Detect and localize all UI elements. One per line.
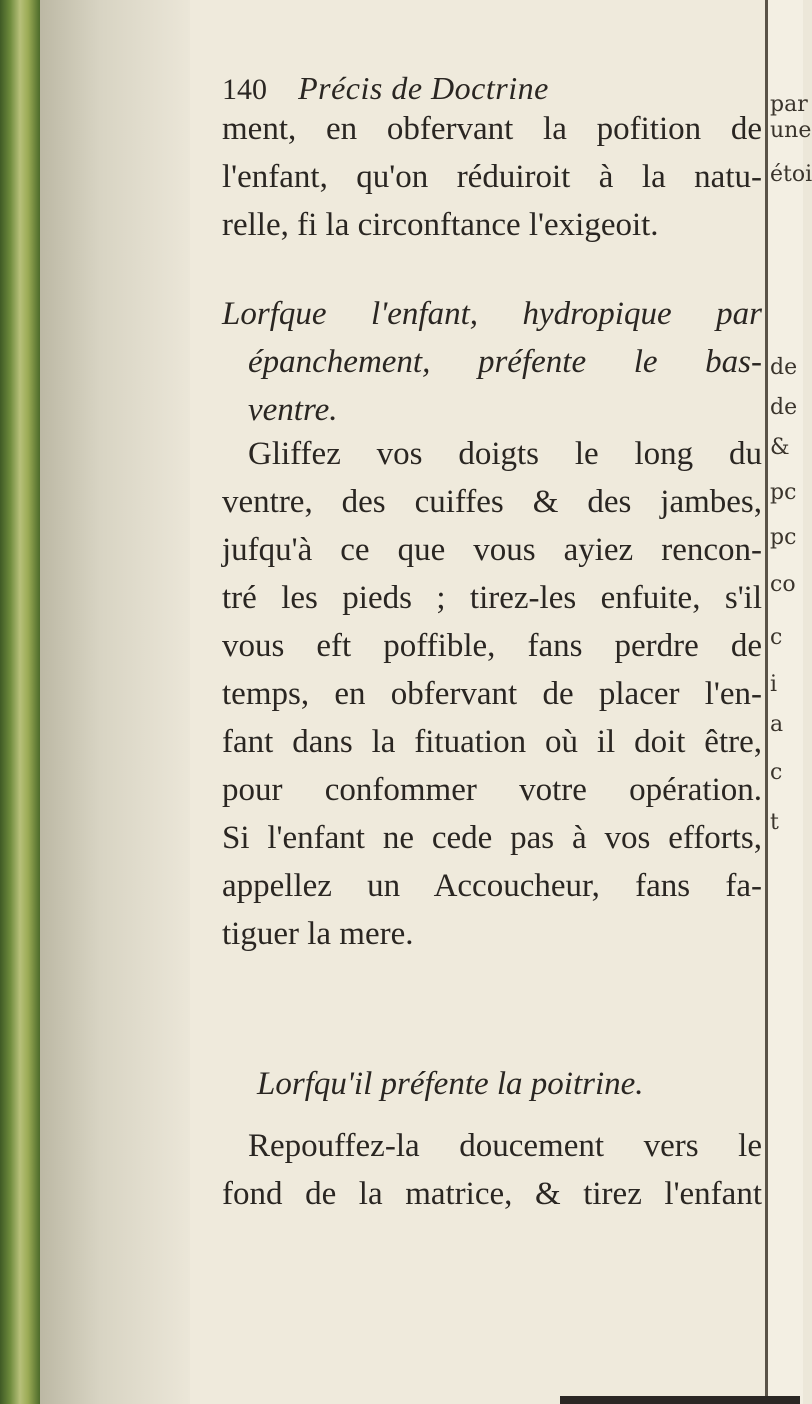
heading-line: Lorfqu'il préfente la poitrine. [257, 1066, 644, 1102]
text-line: Gliffez vos doigts le long du [248, 436, 762, 472]
text-line: Repouffez-la doucement vers le [248, 1128, 762, 1164]
section-heading-1 [222, 290, 762, 434]
text-line: vous eft poffible, fans perdre de [222, 628, 762, 664]
fragment-text: c [770, 760, 783, 785]
paragraph-2 [222, 430, 762, 958]
text-line: tiguer la mere. [222, 916, 414, 952]
book-spine-edge [0, 0, 40, 1404]
fragment-text: pc [770, 480, 797, 505]
page-gutter [40, 0, 190, 1404]
running-title: Précis de Doctrine [298, 70, 549, 106]
text-line: temps, en obfervant de placer l'en- [222, 676, 762, 712]
fragment-text: & [770, 435, 790, 460]
heading-line: épanchement, préfente le bas- [248, 344, 762, 380]
text-line: relle, fi la circonftance l'exigeoit. [222, 207, 659, 243]
page-bottom-shadow [560, 1396, 800, 1404]
fragment-text: c [770, 625, 783, 650]
text-line: pour confommer votre opération. [222, 772, 762, 808]
heading-line: ventre. [248, 392, 338, 428]
fragment-text: étoi [770, 162, 812, 187]
text-line: ment, en obfervant la pofition de [222, 111, 762, 147]
fragment-text: a [770, 712, 784, 737]
page-number: 140 [222, 73, 267, 106]
text-line: fant dans la fituation où il doit être, [222, 724, 762, 760]
fragment-text: une [770, 118, 812, 143]
fragment-text: i [770, 672, 778, 697]
text-line: l'enfant, qu'on réduiroit à la natu- [222, 159, 762, 195]
text-line: fond de la matrice, & tirez l'enfant [222, 1176, 762, 1212]
text-line: Si l'enfant ne cede pas à vos efforts, [222, 820, 762, 856]
text-line: tré les pieds ; tirez-les enfuite, s'il [222, 580, 762, 616]
text-line: ventre, des cuiffes & des jambes, [222, 484, 762, 520]
fragment-text: co [770, 572, 796, 597]
fragment-text: pc [770, 525, 797, 550]
heading-line: Lorfque l'enfant, hydropique par [222, 296, 762, 332]
text-line: appellez un Accoucheur, fans fa- [222, 868, 762, 904]
adjacent-page-edge [765, 0, 803, 1404]
fragment-text: de [770, 395, 798, 420]
section-heading-2 [222, 1060, 722, 1108]
fragment-text: t [770, 810, 779, 835]
paragraph-3 [222, 1122, 762, 1218]
paragraph-1 [222, 105, 762, 249]
fragment-text: par [770, 92, 808, 117]
text-line: jufqu'à ce que vous ayiez rencon- [222, 532, 762, 568]
fragment-text: de [770, 355, 798, 380]
